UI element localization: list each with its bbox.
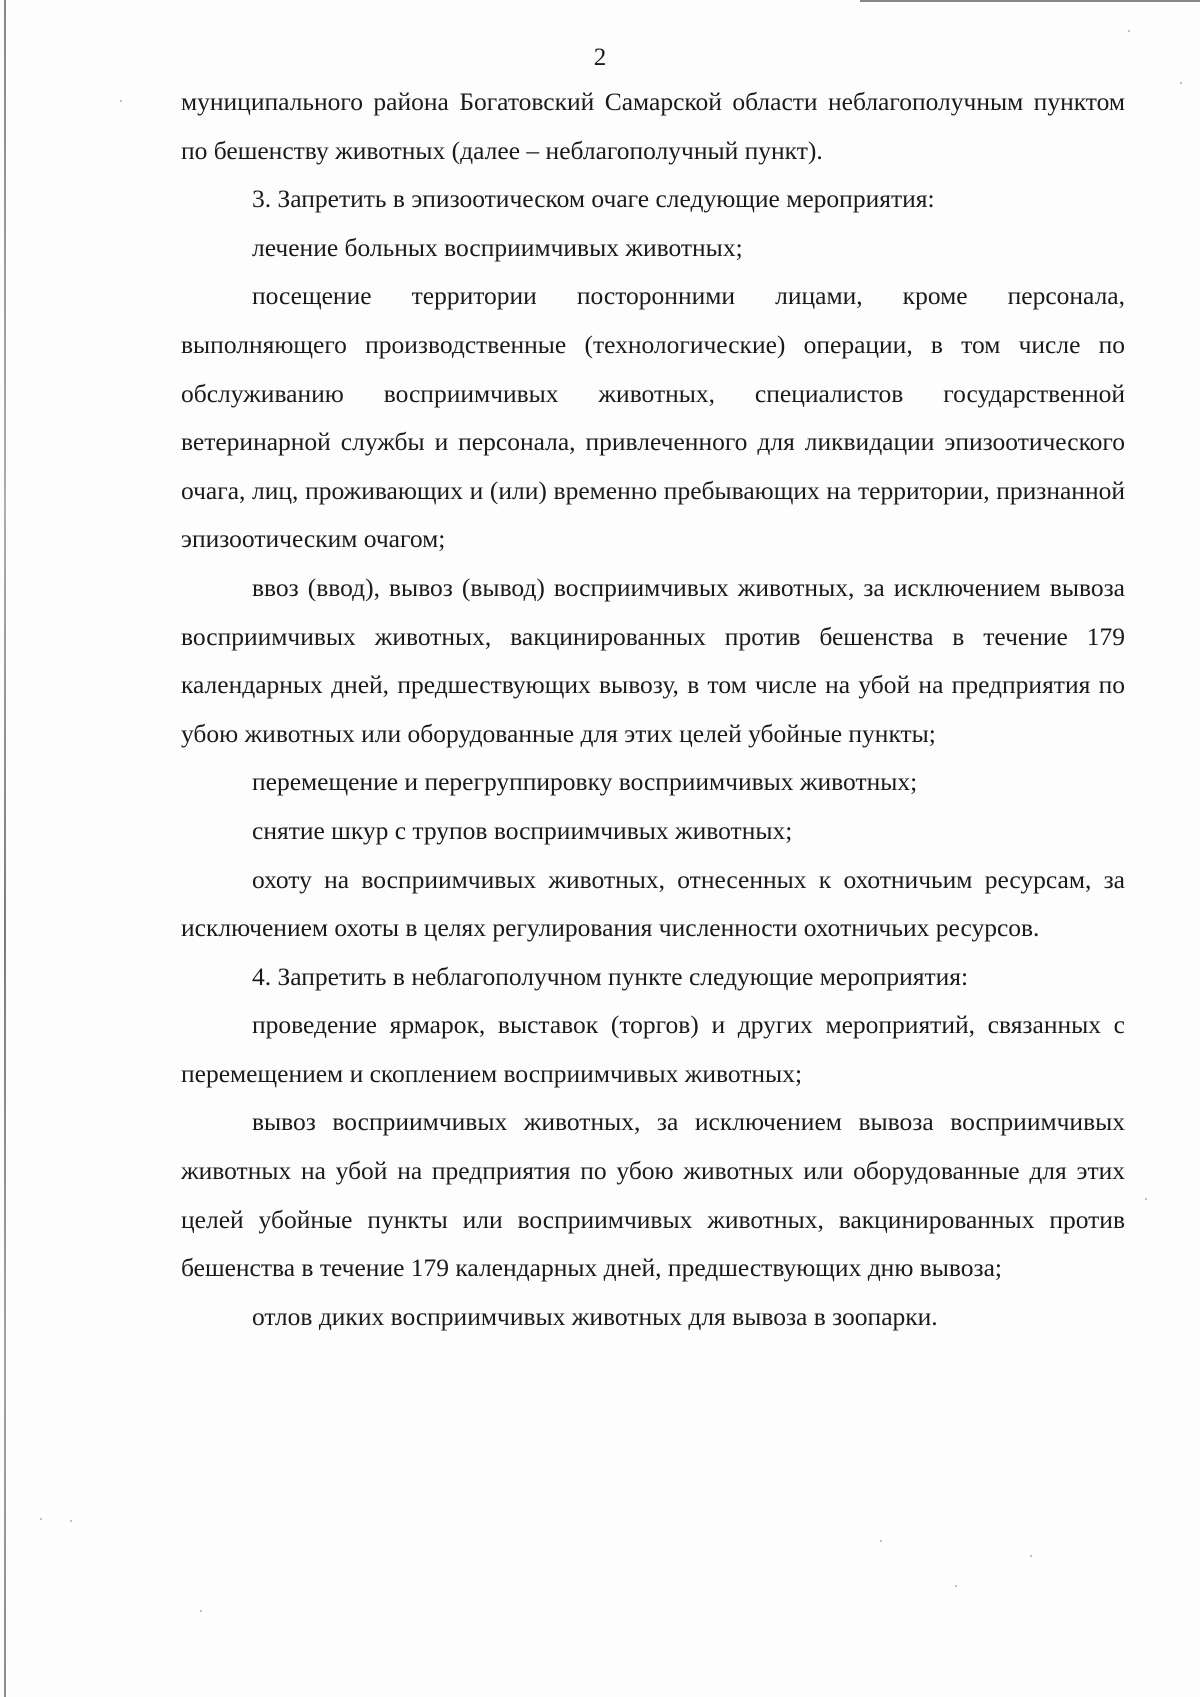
scan-speck (70, 1520, 72, 1522)
scan-speck (880, 1540, 882, 1542)
scan-speck (120, 100, 122, 102)
paragraph: 3. Запретить в эпизоотическом очаге следующие мероприятия: (252, 184, 935, 214)
paragraph: посещение территории посторонними лицами, кроме персонала, выполняющего производственные (технологические) операции, в том числе по обслуживанию восприимчивых животных, специалистов государственной ветеринарной службы и персонала, привлеченного для ликвидации эпизоотического очага, лиц, проживающих и (или) временно пребывающих на территории, признанной эпизоотическим очагом; (181, 281, 1125, 554)
scan-speck (1145, 1198, 1147, 1200)
paragraph: снятие шкур с трупов восприимчивых животных; (252, 815, 793, 845)
paragraph: отлов диких восприимчивых животных для вывоза в зоопарки. (252, 1301, 938, 1331)
scan-speck (1030, 1555, 1032, 1557)
page-number: 2 (593, 44, 607, 71)
scan-speck (40, 1518, 42, 1520)
paragraph: лечение больных восприимчивых животных; (252, 232, 743, 262)
document-body (181, 78, 1125, 1341)
paragraph: вывоз восприимчивых животных, за исключением вывоза восприимчивых животных на убой на предприятия по убою животных или оборудованные для этих целей убойные пункты или восприимчивых животных, вакцинированных против бешенства в течение 179 календарных дней, предшествующих дню вывоза; (181, 1107, 1125, 1283)
paragraph: ввоз (ввод), вывоз (вывод) восприимчивых животных, за исключением вывоза восприимчивых животных, вакцинированных против бешенства в течение 179 календарных дней, предшествующих вывозу, в том числе на убой на предприятия по убою животных или оборудованные для этих целей убойные пункты; (181, 572, 1125, 748)
scan-speck (1180, 82, 1182, 84)
scan-speck (200, 1610, 202, 1612)
paragraph: 4. Запретить в неблагополучном пункте следующие мероприятия: (252, 961, 969, 991)
paragraph: перемещение и перегруппировку восприимчивых животных; (252, 767, 918, 797)
paragraph: муниципального района Богатовский Самарской области неблагополучным пунктом по бешенству животных (далее – неблагополучный пункт). (181, 87, 1125, 165)
paragraph: охоту на восприимчивых животных, отнесенных к охотничьим ресурсам, за исключением охоты в целях регулирования численности охотничьих ресурсов. (181, 864, 1125, 943)
scan-edge-left (4, 0, 6, 1697)
scan-edge-top (860, 0, 1200, 2)
scan-speck (955, 1585, 957, 1587)
scan-speck (1128, 30, 1130, 32)
paragraph: проведение ярмарок, выставок (торгов) и других мероприятий, связанных с перемещением и скоплением восприимчивых животных; (181, 1010, 1125, 1088)
